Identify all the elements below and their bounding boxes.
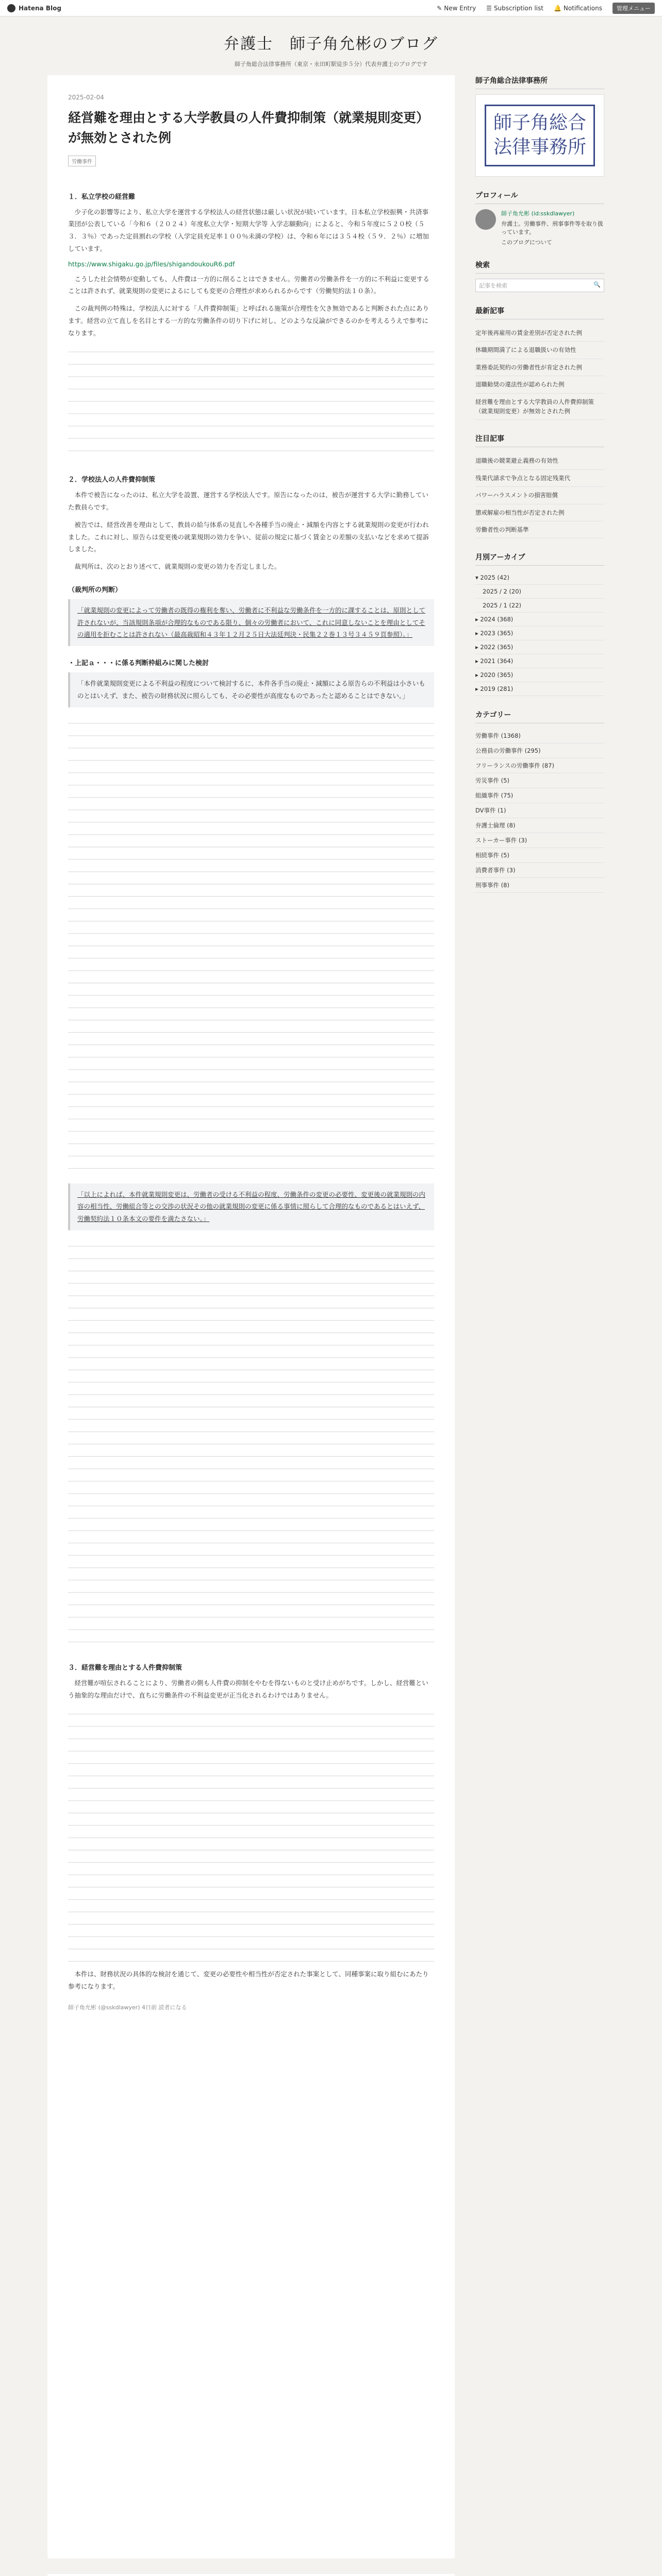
office-heading: 師子角総合法律事務所 xyxy=(475,75,604,89)
recent-heading: 最新記事 xyxy=(475,306,604,319)
paragraph: この裁判例の特殊は、学校法人に対する「人件費抑制策」と呼ばれる施策が合理性を欠き無効であると判断された点にあります。経営の立て直しを名目とする一方的な労働条件の切り下げに対し、どのような反論ができるのかを考えるうえで参考になります。 xyxy=(68,304,429,337)
profile xyxy=(475,209,604,246)
attention-item[interactable]: 退職後の競業避止義務の有効性 xyxy=(475,452,604,469)
paragraph: 被告では、経営改善を理由として、教員の給与体系の見直しや各種手当の廃止・減額を内容とする就業規則の変更が行われました。これに対し、原告らは変更後の就業規則の効力を争い、従前の規定に基づく賃金との差額の支払いなどを求めて提訴しました。 xyxy=(68,520,429,553)
category-item[interactable]: 公務員の労働事件 (295) xyxy=(475,743,604,758)
subscription-list-button[interactable]: ☰ Subscription list xyxy=(486,4,543,12)
article xyxy=(47,75,455,2558)
archive-item[interactable]: 2025 / 2 (20) xyxy=(475,585,604,599)
quote-block: 「本件就業規則変更による不利益の程度について検討するに、本件各手当の廃止・減額による原告らの不利益は小さいものとはいえず、また、被告の財務状況に照らしても、その必要性が高度なものであったと認めることはできない。」 xyxy=(68,672,434,707)
attention-item[interactable]: パワーハラスメントの損害賠償 xyxy=(475,487,604,504)
recent-item[interactable]: 業務委託契約の労働者性が肯定された例 xyxy=(475,359,604,376)
archive-item[interactable]: ▸ 2024 (368) xyxy=(475,613,604,626)
paragraph: 裁判所は、次のとおり述べて、就業規則の変更の効力を否定しました。 xyxy=(74,563,281,570)
category-item[interactable]: 労働事件 (1368) xyxy=(475,728,604,743)
category-item[interactable]: 弁護士倫理 (8) xyxy=(475,818,604,833)
article-title[interactable]: 経営難を理由とする大学教員の人件費抑制策（就業規則変更）が無効とされた例 xyxy=(68,110,429,145)
paragraph: 本件で被告になったのは、私立大学を設置、運営する学校法人です。原告になったのは、被告が運営する大学に勤務していた教員らです。 xyxy=(68,491,429,511)
category-item[interactable]: DV事件 (1) xyxy=(475,803,604,818)
profile-heading: プロフィール xyxy=(475,190,604,204)
hatena-icon xyxy=(7,4,15,12)
paragraph: こうした社会情勢が変動しても、人件費は一方的に削ることはできません。労働者の労働条件を一方的に不利益に変更することは許されず、就業規則の変更によるにしても変更の合理性が求められるからです（労働契約法１０条）。 xyxy=(68,275,429,295)
paragraph: 経営難が喧伝されることにより、労働者の側も人件費の抑制をやむを得ないものと受け止めがちです。しかし、経営難という抽象的な理由だけで、直ちに労働条件の不利益変更が正当化されるわけではありません。 xyxy=(68,1679,428,1699)
source-link[interactable]: https://www.shigaku.go.jp/files/shigandoukouR6.pdf xyxy=(68,260,235,268)
recent-item[interactable]: 経営難を理由とする大学教員の人件費抑制策（就業規則変更）が無効とされた例 xyxy=(475,394,604,420)
recent-item[interactable]: 休職期間満了による退職扱いの有効性 xyxy=(475,342,604,359)
text-block xyxy=(68,344,434,463)
about-link[interactable]: このブログについて xyxy=(501,239,552,246)
quote-text-block xyxy=(68,716,434,1179)
category-item[interactable]: 相続事件 (5) xyxy=(475,848,604,863)
notifications-button[interactable]: 🔔 Notifications xyxy=(553,4,602,12)
archive-item[interactable]: ▸ 2020 (365) xyxy=(475,668,604,682)
recent-item[interactable]: 定年後再雇用の賃金差別が否定された例 xyxy=(475,325,604,342)
text-block xyxy=(68,1706,434,1964)
archive-item[interactable]: ▾ 2025 (42) xyxy=(475,571,604,585)
search-input[interactable]: 記事を検索 🔍 xyxy=(475,279,604,292)
attention-item[interactable]: 残業代請求で争点となる固定残業代 xyxy=(475,470,604,487)
archive-item[interactable]: ▸ 2021 (364) xyxy=(475,654,604,668)
archive-item[interactable]: ▸ 2022 (365) xyxy=(475,640,604,654)
paragraph: 少子化の影響等により、私立大学を運営する学校法人の経営状態は厳しい状況が続いています。日本私立学校振興・共済事業団が公表している「今和６（２０２４）年度私立大学・短期大学等 入学志願動向」によると、今和５年度に５２０校（５３．３％）であった定員割れの学校（入学定員充足率１００％未満の学校）は、令和６年には３５４校（５９．２％）に増加しています。 xyxy=(68,208,429,252)
related-articles xyxy=(47,2574,455,2576)
search-heading: 検索 xyxy=(475,260,604,274)
category-tag[interactable]: 労働事件 xyxy=(68,156,96,166)
blog-header xyxy=(0,16,662,75)
sidebar xyxy=(475,75,604,2576)
quote-block: 「就業規則の変更によって労働者の既得の権利を奪い、労働者に不利益な労働条件を一方的に課することは、原則として許されないが、当該規則条項が合理的なものである限り、個々の労働者において、これに同意しないことを理由としてその適用を拒むことは許されない（最高裁昭和４３年１２月２５日大法廷判決・民集２２巻１３号３４５９頁参照）。」 xyxy=(68,599,434,646)
attention-heading: 注目記事 xyxy=(475,433,604,447)
category-item[interactable]: ストーカー事件 (3) xyxy=(475,833,604,848)
article-footer[interactable]: 師子角允彬 (@sskdlawyer) 4日前 読者になる xyxy=(68,2004,187,2011)
sub-heading: ・上記ａ・・・に係る判断枠組みに関した検討 xyxy=(68,659,209,667)
recent-item[interactable]: 退職勧奨の違法性が認められた例 xyxy=(475,376,604,393)
section-heading: ３．経営難を理由とする人件費抑制策 xyxy=(68,1664,183,1672)
quote-text-block xyxy=(68,1239,434,1651)
section-heading: １．私立学校の経営難 xyxy=(68,193,136,201)
category-item[interactable]: 消費者事件 (3) xyxy=(475,863,604,878)
archive-item[interactable]: ▸ 2023 (365) xyxy=(475,626,604,640)
top-bar xyxy=(0,0,662,16)
article-date[interactable]: 2025-02-04 xyxy=(68,94,104,101)
category-item[interactable]: 刑事事件 (8) xyxy=(475,878,604,893)
profile-text: 弁護士。労働事件、刑事事件等を取り扱っています。 xyxy=(501,221,603,235)
category-item[interactable]: フリーランスの労働事件 (87) xyxy=(475,758,604,773)
hatena-logo[interactable]: Hatena Blog xyxy=(7,4,61,12)
blog-description: 師子角総合法律事務所（東京・永田町駅徒歩５分）代表弁護士のブログです xyxy=(235,61,427,67)
office-logo-text: 師子角総合 法律事務所 xyxy=(485,105,595,166)
category-item[interactable]: 組織事件 (75) xyxy=(475,788,604,803)
archive-item[interactable]: ▸ 2019 (281) xyxy=(475,682,604,696)
category-heading: カテゴリー xyxy=(475,709,604,723)
avatar[interactable] xyxy=(475,209,496,230)
new-entry-button[interactable]: ✎ New Entry xyxy=(437,4,476,12)
blog-title[interactable]: 弁護士 師子角允彬のブログ xyxy=(224,35,438,53)
profile-name[interactable]: 師子角允彬 (id:sskdlawyer) xyxy=(501,210,575,217)
section-heading: ２．学校法人の人件費抑制策 xyxy=(68,476,156,484)
court-label: （裁判所の判断） xyxy=(68,586,122,594)
archive-heading: 月別アーカイブ xyxy=(475,552,604,566)
attention-item[interactable]: 労働者性の判断基準 xyxy=(475,521,604,538)
quote-block: 「以上によれば、本件就業規則変更は、労働者の受ける不利益の程度、労働条件の変更の必要性、変更後の就業規則の内容の相当性、労働組合等との交渉の状況その他の就業規則の変更に係る事情に照らして合理的なものであるとはいえず、労働契約法１０条本文の要件を満たさない。」 xyxy=(68,1183,434,1230)
archive-item[interactable]: 2025 / 1 (22) xyxy=(475,599,604,613)
office-logo[interactable] xyxy=(475,94,604,177)
search-icon[interactable]: 🔍 xyxy=(593,281,601,288)
category-item[interactable]: 労災事件 (5) xyxy=(475,773,604,788)
attention-item[interactable]: 懲戒解雇の相当性が否定された例 xyxy=(475,504,604,521)
admin-menu-button[interactable]: 管理メニュー xyxy=(613,3,655,14)
paragraph: 本件は、財務状況の具体的な検討を通じて、変更の必要性や相当性が否定された事案として、同種事案に取り組むにあたり参考になります。 xyxy=(68,1970,429,1990)
